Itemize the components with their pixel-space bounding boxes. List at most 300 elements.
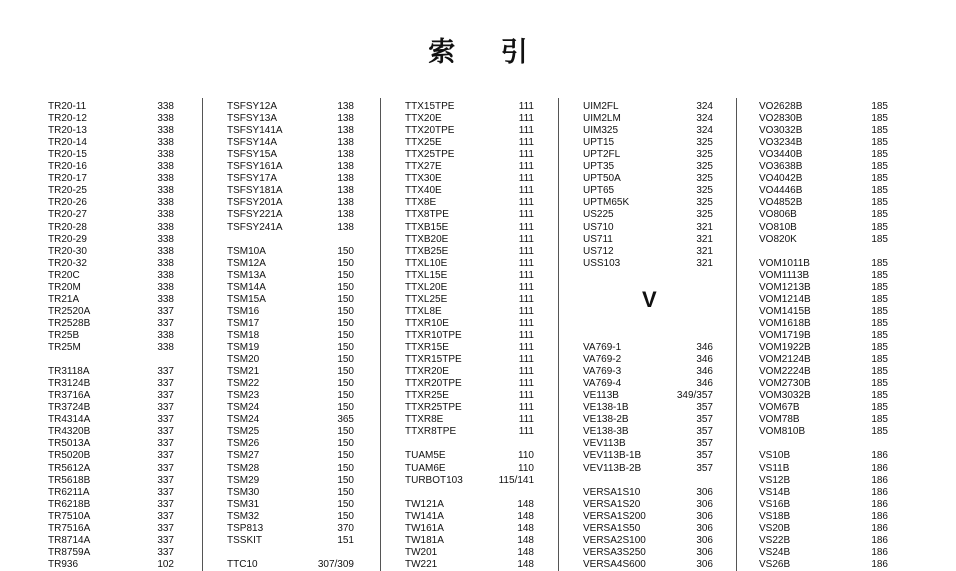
index-term: TR20-27 [48, 209, 87, 221]
index-term: TSM30 [227, 486, 260, 498]
index-page-number: 337 [157, 462, 174, 474]
index-term: TTXL10E [405, 257, 448, 269]
index-page-number: 338 [157, 161, 174, 173]
index-term: TR25M [48, 342, 81, 353]
index-page-number: 185 [871, 342, 888, 353]
index-entry [227, 390, 354, 402]
index-page-number: 185 [871, 233, 888, 245]
index-page-number: 324 [696, 125, 713, 137]
index-entry [48, 318, 174, 330]
index-page-number: 306 [696, 546, 713, 558]
index-term: TR6211A [48, 486, 90, 498]
index-entry [759, 487, 888, 499]
index-term: VERSA1S50 [583, 522, 641, 534]
index-page-number: 111 [518, 269, 534, 281]
index-entry [405, 197, 534, 209]
index-page-number: 150 [337, 486, 354, 498]
index-entry [405, 306, 534, 318]
index-page-number: 337 [157, 522, 174, 534]
index-term: TR20-29 [48, 233, 87, 245]
index-page-number: 150 [337, 450, 354, 462]
index-page-number: 338 [157, 209, 174, 221]
index-entry [405, 318, 534, 330]
index-entry [405, 559, 534, 571]
index-entry [759, 450, 888, 462]
index-entry [227, 487, 354, 499]
index-term: TSP813 [227, 522, 264, 534]
index-entry [405, 330, 534, 342]
index-entry [227, 438, 354, 450]
index-page-number: 111 [518, 402, 534, 414]
index-term: VOM3032B [759, 390, 811, 402]
index-page-number: 111 [518, 125, 534, 137]
index-entry [227, 270, 354, 282]
index-page-number: 337 [157, 317, 174, 329]
index-term: TSM26 [227, 438, 260, 450]
index-entry [405, 547, 534, 559]
index-page-number: 186 [871, 462, 888, 474]
index-page-number: 111 [518, 390, 534, 402]
index-term: VO820K [759, 233, 797, 245]
index-page-number: 111 [518, 378, 534, 390]
index-entry [227, 414, 354, 426]
index-term: VEV113B-2B [583, 462, 642, 474]
index-page-number: 185 [871, 281, 888, 293]
index-page-number: 150 [337, 354, 354, 366]
index-entry [759, 149, 888, 161]
index-page-number: 111 [518, 197, 534, 209]
index-page-number: 321 [696, 257, 713, 269]
index-entry [48, 222, 174, 234]
index-term: TR20-32 [48, 257, 87, 269]
index-term: TSSKIT [227, 534, 263, 546]
index-term: VERSA3S250 [583, 546, 646, 558]
index-term: VA769-1 [583, 342, 622, 353]
index-term: VERSA1S10 [583, 486, 641, 498]
index-term: VS20B [759, 522, 791, 534]
index-entry [48, 282, 174, 294]
index-page-number: 338 [157, 137, 174, 149]
index-page-number: 324 [696, 113, 713, 125]
index-entry [583, 234, 713, 246]
index-page-number: 338 [157, 342, 174, 353]
index-term: TR936 [48, 558, 79, 570]
index-entry [759, 426, 888, 438]
index-page-number: 306 [696, 486, 713, 498]
index-entry [759, 523, 888, 535]
index-page-number: 138 [337, 113, 354, 125]
index-term: TR20-26 [48, 197, 87, 209]
index-page-number: 150 [337, 269, 354, 281]
index-page-number: 111 [518, 305, 534, 317]
index-term: TTXL25E [405, 293, 448, 305]
index-term: VE138-3B [583, 426, 629, 438]
index-entry [48, 438, 174, 450]
index-term: US712 [583, 245, 614, 257]
index-term: VOM67B [759, 402, 800, 414]
index-page-number: 357 [696, 402, 713, 414]
index-page-number: 102 [157, 558, 174, 570]
index-term: VO4852B [759, 197, 803, 209]
index-term: VO3638B [759, 161, 803, 173]
index-entry [227, 475, 354, 487]
index-entry [48, 450, 174, 462]
index-page-number: 150 [337, 474, 354, 486]
index-term: TR8714A [48, 534, 91, 546]
index-page-number: 324 [696, 101, 713, 112]
index-term: TW181A [405, 534, 444, 546]
index-term: TSM19 [227, 342, 260, 353]
index-page-number: 346 [696, 354, 713, 366]
index-page-number: 185 [871, 366, 888, 378]
index-page-number: 185 [871, 221, 888, 233]
index-page-number: 138 [337, 161, 354, 173]
index-page-number: 185 [871, 390, 888, 402]
index-term: UPT35 [583, 161, 615, 173]
index-term: TR20-11 [48, 101, 87, 112]
index-page-number: 111 [518, 101, 534, 112]
index-entry [583, 378, 713, 390]
index-term: TTXR8E [405, 414, 444, 426]
index-term: US225 [583, 209, 614, 221]
index-term: TR20-17 [48, 173, 87, 185]
index-entry [405, 270, 534, 282]
index-entry [583, 547, 713, 559]
index-term: TSFSY12A [227, 101, 278, 112]
index-page-number: 111 [518, 317, 534, 329]
index-entry [583, 354, 713, 366]
index-term: TSM18 [227, 329, 260, 341]
index-term: VO2628B [759, 101, 803, 112]
index-entry [759, 535, 888, 547]
index-page-number: 306 [696, 498, 713, 510]
index-term: TSM27 [227, 450, 260, 462]
index-page-number: 150 [337, 378, 354, 390]
index-page-number: 111 [518, 185, 534, 197]
index-page-number: 111 [518, 209, 534, 221]
index-entry [227, 185, 354, 197]
index-term: USS103 [583, 257, 621, 269]
index-entry [405, 499, 534, 511]
index-term: TSFSY15A [227, 149, 278, 161]
index-page-number: 337 [157, 305, 174, 317]
index-entry [583, 246, 713, 258]
index-term: TSM12A [227, 257, 266, 269]
index-term: TR2528B [48, 317, 91, 329]
index-entry [759, 294, 888, 306]
index-page-number: 321 [696, 233, 713, 245]
page-title: 索 引 [428, 37, 546, 68]
index-term: VA769-4 [583, 378, 622, 390]
index-term: TSM16 [227, 305, 260, 317]
index-term: TSFSY181A [227, 185, 283, 197]
index-page-number: 338 [157, 113, 174, 125]
index-term: VOM1618B [759, 317, 811, 329]
index-page-number: 111 [518, 137, 534, 149]
index-page-number: 186 [871, 498, 888, 510]
index-page-number: 185 [871, 137, 888, 149]
index-entry [583, 414, 713, 426]
index-entry [405, 426, 534, 438]
index-term: VS22B [759, 534, 791, 546]
index-term: VS14B [759, 486, 791, 498]
index-entry [759, 282, 888, 294]
index-term: UPT65 [583, 185, 615, 197]
index-term: VERSA1S200 [583, 510, 646, 522]
index-entry [48, 535, 174, 547]
index-term: VOM1113B [759, 269, 810, 281]
index-term: VA769-2 [583, 354, 622, 366]
index-page-number: 138 [337, 173, 354, 185]
index-entry [583, 523, 713, 535]
index-entry [405, 523, 534, 535]
index-term: TR4314A [48, 414, 91, 426]
index-page-number: 111 [518, 426, 534, 438]
index-term: TSM23 [227, 390, 260, 402]
index-entry [759, 161, 888, 173]
index-entry [759, 222, 888, 234]
index-entry [48, 294, 174, 306]
index-term: TR3724B [48, 402, 91, 414]
index-term: TTX25E [405, 137, 442, 149]
index-term: TR3118A [48, 366, 90, 378]
index-page-number: 151 [337, 534, 354, 546]
index-term: TSFSY161A [227, 161, 283, 173]
index-term: TSM20 [227, 354, 260, 366]
index-page-number: 338 [157, 101, 174, 112]
index-page-number: 321 [696, 221, 713, 233]
index-term: TSM21 [227, 366, 260, 378]
index-entry [583, 438, 713, 450]
index-page-number: 185 [871, 414, 888, 426]
index-entry [227, 426, 354, 438]
index-page-number: 111 [518, 342, 534, 353]
index-page-number: 338 [157, 149, 174, 161]
index-entry [48, 173, 174, 185]
index-page-number: 186 [871, 558, 888, 570]
index-term: TSM14A [227, 281, 266, 293]
index-entry [759, 318, 888, 330]
index-page-number: 337 [157, 450, 174, 462]
index-term: TR7510A [48, 510, 91, 522]
index-entry [48, 125, 174, 137]
index-entry [405, 137, 534, 149]
index-entry [227, 246, 354, 258]
index-page-number: 111 [518, 245, 534, 257]
index-entry [759, 113, 888, 125]
index-entry [583, 113, 713, 125]
index-term: VERSA2S100 [583, 534, 646, 546]
index-entry [759, 258, 888, 270]
index-term: TTXR15TPE [405, 354, 462, 366]
index-term: VOM1214B [759, 293, 811, 305]
index-entry [759, 137, 888, 149]
index-entry [48, 101, 174, 113]
index-entry [759, 547, 888, 559]
index-term: TSFSY13A [227, 113, 278, 125]
index-entry [583, 222, 713, 234]
index-term: TR2520A [48, 305, 91, 317]
index-page-number: 325 [696, 161, 713, 173]
index-entry [227, 125, 354, 137]
index-term: TTXR8TPE [405, 426, 457, 438]
index-page-number: 325 [696, 209, 713, 221]
index-page-number: 111 [518, 149, 534, 161]
index-page-number: 338 [157, 233, 174, 245]
index-term: TR8759A [48, 546, 91, 558]
index-entry [583, 499, 713, 511]
index-entry [48, 390, 174, 402]
index-term: TR20-15 [48, 149, 87, 161]
index-term: TURBOT103 [405, 474, 463, 486]
index-term: TR21A [48, 293, 80, 305]
index-entry [48, 330, 174, 342]
index-term: TR5618B [48, 474, 91, 486]
index-entry [48, 342, 174, 354]
index-column-4 [558, 98, 736, 571]
index-page-number: 150 [337, 366, 354, 378]
index-term: VOM2730B [759, 378, 811, 390]
index-entry [227, 258, 354, 270]
index-term: VE113B [583, 390, 619, 402]
index-page-number: 138 [337, 209, 354, 221]
index-term: TR5612A [48, 462, 91, 474]
index-term: UPT2FL [583, 149, 621, 161]
index-page-number: 185 [871, 113, 888, 125]
index-entry [48, 487, 174, 499]
index-entry [759, 354, 888, 366]
index-entry [759, 559, 888, 571]
index-entry [227, 354, 354, 366]
index-entry [48, 511, 174, 523]
index-page-number: 111 [518, 257, 534, 269]
index-term: TSFSY221A [227, 209, 283, 221]
index-term: TR3716A [48, 390, 91, 402]
index-entry [583, 390, 713, 402]
index-page-number: 325 [696, 149, 713, 161]
index-entry [405, 463, 534, 475]
index-term: TR20-25 [48, 185, 87, 197]
index-entry [583, 511, 713, 523]
index-page-number: 150 [337, 390, 354, 402]
index-term: VS18B [759, 510, 791, 522]
index-page-number: 111 [518, 354, 534, 366]
index-entry [583, 137, 713, 149]
index-term: TSFSY241A [227, 221, 283, 233]
index-page-number: 338 [157, 185, 174, 197]
index-term: TSFSY14A [227, 137, 278, 149]
index-page-number: 186 [871, 486, 888, 498]
index-entry [48, 366, 174, 378]
index-entry [227, 306, 354, 318]
index-page-number: 186 [871, 450, 888, 462]
index-term: TTX20TPE [405, 125, 455, 137]
index-page-number: 325 [696, 197, 713, 209]
index-entry [583, 161, 713, 173]
index-entry [227, 450, 354, 462]
index-term: TR20-12 [48, 113, 87, 125]
index-page-number: 321 [696, 245, 713, 257]
index-term: TTX30E [405, 173, 442, 185]
index-page-number: 150 [337, 257, 354, 269]
index-term: TTXR10E [405, 317, 449, 329]
index-page-number: 338 [157, 293, 174, 305]
index-term: TUAM5E [405, 450, 446, 462]
index-page-number: 337 [157, 474, 174, 486]
index-entry [227, 342, 354, 354]
index-term: VS24B [759, 546, 791, 558]
index-page-number: 148 [517, 558, 534, 570]
index-term: TSFSY201A [227, 197, 283, 209]
index-term: VO3440B [759, 149, 803, 161]
index-term: TTX8E [405, 197, 437, 209]
index-entry [405, 258, 534, 270]
index-term: TTXL20E [405, 281, 448, 293]
index-entry [227, 222, 354, 234]
index-term: VO2830B [759, 113, 803, 125]
index-page-number: 150 [337, 498, 354, 510]
index-page-number: 150 [337, 305, 354, 317]
index-term: TSM32 [227, 510, 260, 522]
index-entry [227, 113, 354, 125]
index-entry [405, 101, 534, 113]
index-page-number: 337 [157, 510, 174, 522]
index-entry [48, 197, 174, 209]
index-term: TR20-14 [48, 137, 87, 149]
index-page-number: 337 [157, 390, 174, 402]
index-term: TTXB15E [405, 221, 449, 233]
index-page-number: 111 [518, 161, 534, 173]
index-term: TW161A [405, 522, 444, 534]
index-page-number: 150 [337, 329, 354, 341]
index-term: VO4446B [759, 185, 803, 197]
index-entry [227, 378, 354, 390]
index-page-number: 110 [518, 450, 534, 462]
index-page-number: 111 [518, 366, 534, 378]
index-entry [759, 414, 888, 426]
index-term: VOM2124B [759, 354, 811, 366]
index-page-number: 357 [696, 426, 713, 438]
index-entry [227, 559, 354, 571]
index-term: TSM17 [227, 317, 260, 329]
index-page-number: 307/309 [317, 558, 354, 570]
index-entry [227, 463, 354, 475]
index-page-number: 111 [518, 329, 534, 341]
index-page-number: 150 [337, 426, 354, 438]
index-term: US710 [583, 221, 614, 233]
index-page-number: 138 [337, 149, 354, 161]
index-page-number: 185 [871, 354, 888, 366]
index-term: TTXR15E [405, 342, 449, 353]
index-page-number: 150 [337, 438, 354, 450]
index-entry [227, 511, 354, 523]
index-entry [227, 523, 354, 535]
index-entry [405, 113, 534, 125]
index-entry [405, 378, 534, 390]
index-term: VO806B [759, 209, 797, 221]
index-page-number: 185 [871, 269, 888, 281]
index-entry [405, 149, 534, 161]
index-page-number: 115/141 [498, 474, 534, 486]
index-page-number: 150 [337, 281, 354, 293]
index-page-number: 338 [157, 329, 174, 341]
index-term: TSM24 [227, 402, 260, 414]
index-page-number: 185 [871, 149, 888, 161]
index-term: TW141A [405, 510, 444, 522]
index-entry [48, 209, 174, 221]
index-term: TR3124B [48, 378, 91, 390]
index-page-number: 185 [871, 378, 888, 390]
